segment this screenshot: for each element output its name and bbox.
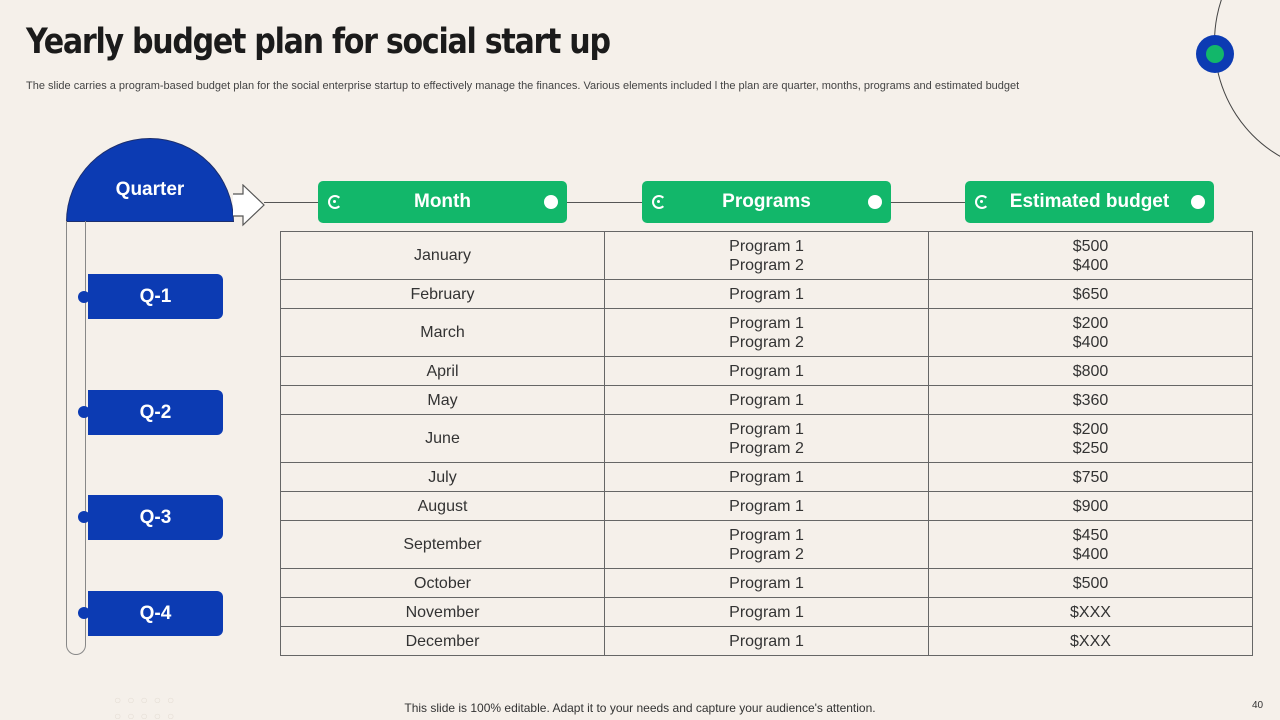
table-row	[281, 521, 1253, 569]
table-row	[281, 280, 1253, 309]
circular-arrow-icon	[652, 195, 666, 209]
table-row	[281, 569, 1253, 598]
cell-budget	[929, 357, 1253, 386]
circular-arrow-icon	[328, 195, 342, 209]
program-label: Program 1	[729, 314, 804, 332]
slide-title: Yearly budget plan for social start up	[26, 22, 610, 62]
budget-value: $200	[1072, 314, 1109, 332]
budget-value: $750	[1072, 468, 1109, 486]
cell-programs	[605, 521, 929, 569]
cell-budget	[929, 280, 1253, 309]
table-row	[281, 598, 1253, 627]
quarter-q2: Q-2	[88, 390, 223, 435]
budget-value: $450	[1072, 526, 1109, 544]
slide-subtitle: The slide carries a program-based budget plan for the social enterprise startup to effectively manage the finances. Various elements included l the plan are quarter, months, programs and estimated budget	[26, 80, 1020, 92]
connector-line	[264, 202, 320, 203]
cell-programs	[605, 386, 929, 415]
program-label: Program 1	[729, 603, 804, 621]
cell-budget	[929, 309, 1253, 357]
budget-table	[280, 231, 1253, 656]
program-label: Program 2	[729, 545, 804, 563]
cell-programs	[605, 569, 929, 598]
table-row	[281, 232, 1253, 280]
cell-month: September	[281, 521, 605, 569]
cell-budget	[929, 463, 1253, 492]
decorative-arc	[1214, 0, 1280, 174]
program-label: Program 1	[729, 526, 804, 544]
budget-value: $200	[1072, 420, 1109, 438]
cell-programs	[605, 309, 929, 357]
budget-value: $650	[1072, 285, 1109, 303]
cell-month: April	[281, 357, 605, 386]
table-row	[281, 463, 1253, 492]
table-row	[281, 357, 1253, 386]
cell-month: June	[281, 415, 605, 463]
program-label: Program 1	[729, 497, 804, 515]
column-header-budget	[965, 181, 1214, 223]
page-number: 40	[1252, 700, 1264, 711]
budget-value: $400	[1072, 545, 1109, 563]
column-header-programs	[642, 181, 891, 223]
quarter-q4: Q-4	[88, 591, 223, 636]
circle-dot-icon	[1191, 195, 1205, 209]
cell-programs	[605, 627, 929, 656]
column-header-month	[318, 181, 567, 223]
program-label: Program 1	[729, 574, 804, 592]
table-row	[281, 386, 1253, 415]
cell-programs	[605, 598, 929, 627]
budget-value: $250	[1072, 439, 1109, 457]
cell-month: December	[281, 627, 605, 656]
cell-programs	[605, 280, 929, 309]
budget-value: $500	[1072, 237, 1109, 255]
cell-programs	[605, 492, 929, 521]
quarter-header: Quarter	[66, 138, 234, 222]
table-row	[281, 309, 1253, 357]
cell-month: May	[281, 386, 605, 415]
cell-budget	[929, 386, 1253, 415]
connector-line	[566, 202, 644, 203]
cell-month: January	[281, 232, 605, 280]
cell-month: February	[281, 280, 605, 309]
quarter-q3: Q-3	[88, 495, 223, 540]
program-label: Program 1	[729, 468, 804, 486]
budget-value: $XXX	[1070, 632, 1111, 650]
program-label: Program 1	[729, 285, 804, 303]
table-row	[281, 492, 1253, 521]
column-header-label: Estimated budget	[1009, 191, 1170, 212]
budget-value: $900	[1072, 497, 1109, 515]
table-row	[281, 627, 1253, 656]
circle-dot-icon	[544, 195, 558, 209]
program-label: Program 1	[729, 420, 804, 438]
cell-budget	[929, 521, 1253, 569]
program-label: Program 2	[729, 439, 804, 457]
target-dot-icon	[1196, 35, 1234, 73]
timeline-line	[66, 221, 86, 655]
program-label: Program 2	[729, 256, 804, 274]
budget-value: $400	[1072, 256, 1109, 274]
budget-value: $400	[1072, 333, 1109, 351]
cell-month: March	[281, 309, 605, 357]
cell-budget	[929, 569, 1253, 598]
cell-programs	[605, 463, 929, 492]
program-label: Program 1	[729, 362, 804, 380]
program-label: Program 1	[729, 632, 804, 650]
circular-arrow-icon	[975, 195, 989, 209]
program-label: Program 1	[729, 237, 804, 255]
column-header-label: Month	[414, 191, 471, 212]
table-row	[281, 415, 1253, 463]
column-header-label: Programs	[722, 191, 811, 212]
budget-value: $500	[1072, 574, 1109, 592]
cell-budget	[929, 598, 1253, 627]
cell-programs	[605, 415, 929, 463]
connector-line	[889, 202, 967, 203]
cell-budget	[929, 415, 1253, 463]
arrow-right-icon	[232, 184, 266, 228]
cell-programs	[605, 232, 929, 280]
program-label: Program 2	[729, 333, 804, 351]
cell-month: November	[281, 598, 605, 627]
cell-programs	[605, 357, 929, 386]
budget-value: $800	[1072, 362, 1109, 380]
circle-dot-icon	[868, 195, 882, 209]
cell-budget	[929, 492, 1253, 521]
cell-budget	[929, 627, 1253, 656]
decorative-dots: ○○○○○ ○○○○○	[114, 693, 181, 720]
cell-budget	[929, 232, 1253, 280]
footer-note: This slide is 100% editable. Adapt it to your needs and capture your audience's attention.	[404, 701, 876, 715]
budget-value: $XXX	[1070, 603, 1111, 621]
cell-month: August	[281, 492, 605, 521]
cell-month: October	[281, 569, 605, 598]
program-label: Program 1	[729, 391, 804, 409]
budget-value: $360	[1072, 391, 1109, 409]
quarter-q1: Q-1	[88, 274, 223, 319]
cell-month: July	[281, 463, 605, 492]
